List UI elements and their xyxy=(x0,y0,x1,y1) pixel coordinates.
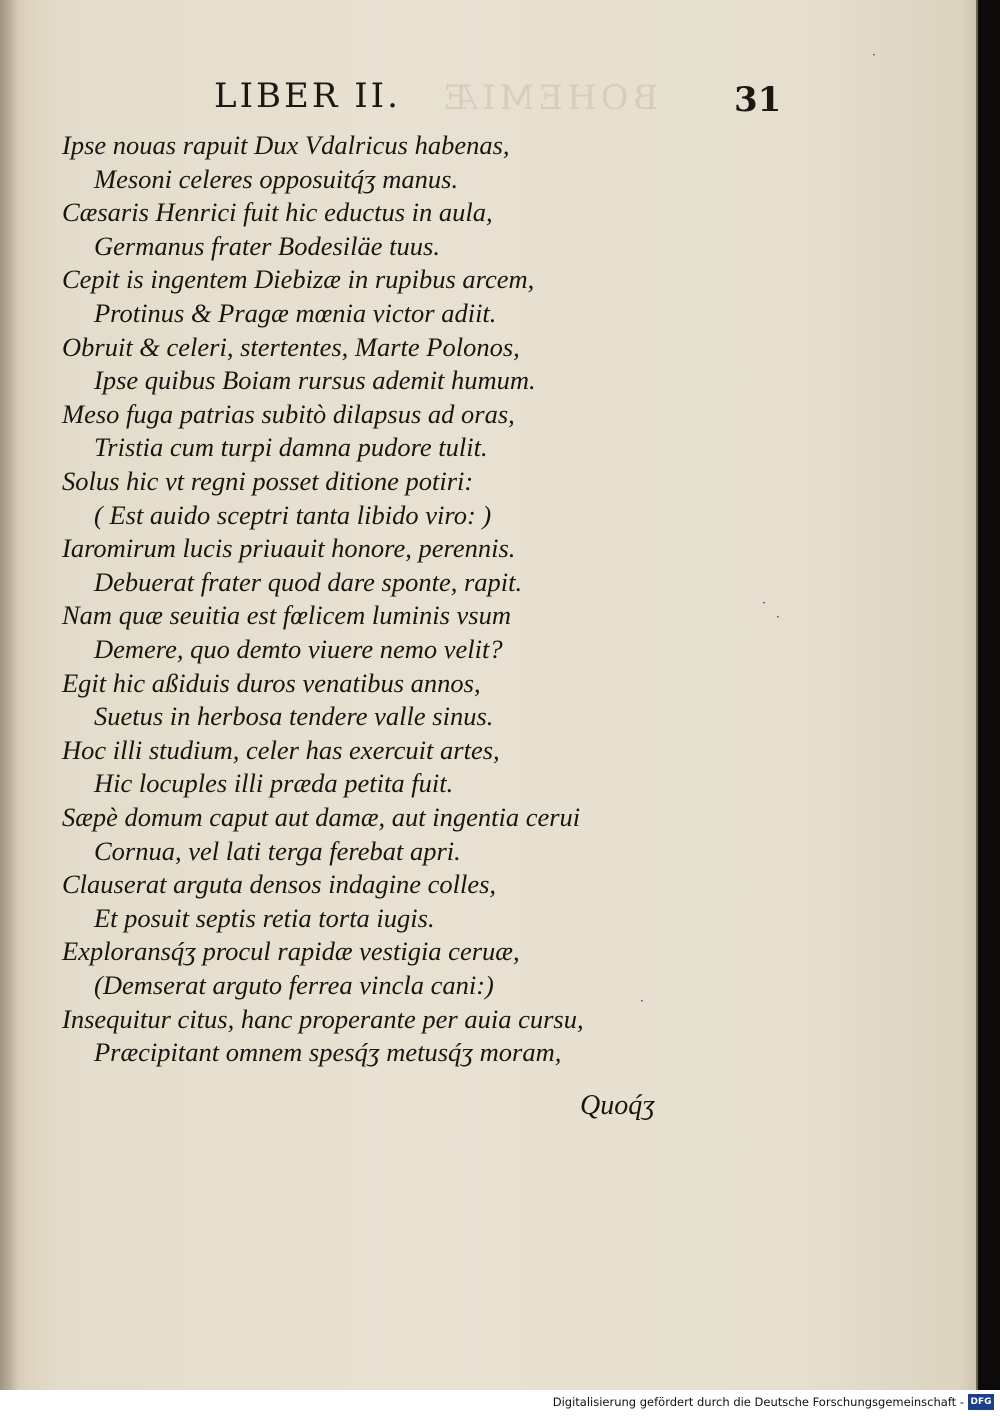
footer-bar xyxy=(0,1390,1000,1416)
pentameter-line: Et posuit septis retia torta iugis. xyxy=(94,902,435,933)
page-number: 31 xyxy=(734,80,782,120)
hexameter-line: Iaromirum lucis priuauit honore, perennis. xyxy=(62,533,516,564)
dfg-logo: DFG xyxy=(968,1394,994,1410)
pentameter-line: Tristia cum turpi damna pudore tulit. xyxy=(94,432,488,463)
pentameter-line: Cornua, vel lati terga ferebat apri. xyxy=(94,835,461,866)
ink-speck: · xyxy=(872,48,876,62)
pentameter-line: Demere, quo demto viuere nemo velit? xyxy=(94,634,503,664)
hexameter-line: Ipse nouas rapuit Dux Vdalricus habenas, xyxy=(62,130,510,160)
pentameter-line: Protinus & Pragæ mœnia victor adiit. xyxy=(94,298,497,328)
hexameter-line: Hoc illi studium, celer has exercuit artes, xyxy=(62,734,500,765)
ink-speck: · xyxy=(640,994,644,1008)
running-head: LIBER II. xyxy=(214,76,401,116)
catchword: Quoq́ʒ xyxy=(580,1090,655,1121)
hexameter-line: Solus hic vt regni posset ditione potiri: xyxy=(62,466,474,496)
hexameter-line: Clauserat arguta densos indagine colles, xyxy=(62,869,497,900)
pentameter-line: Præcipitant omnem spesq́ʒ metusq́ʒ moram, xyxy=(94,1037,562,1068)
funding-note: Digitalisierung gefördert durch die Deutsche Forschungsgemeinschaft - xyxy=(552,1395,964,1409)
show-through-text: BOHEMIÆ xyxy=(440,78,659,118)
ink-speck: · xyxy=(762,596,766,610)
pentameter-line: Mesoni celeres opposuitq́ʒ manus. xyxy=(94,163,459,194)
hexameter-line: Insequitur citus, hanc properante per auia cursu, xyxy=(62,1003,584,1034)
pentameter-line: Germanus frater Bodesiläe tuus. xyxy=(94,230,440,261)
hexameter-line: Egit hic aßiduis duros venatibus annos, xyxy=(62,667,481,698)
pentameter-line: Ipse quibus Boiam rursus ademit humum. xyxy=(94,365,536,396)
hexameter-line: Obruit & celeri, stertentes, Marte Polonos, xyxy=(62,331,520,362)
ink-speck: · xyxy=(776,610,780,624)
hexameter-line: Cepit is ingentem Diebizæ in rupibus arcem, xyxy=(62,264,535,295)
pentameter-line: Suetus in herbosa tendere valle sinus. xyxy=(94,701,494,732)
pentameter-line: (Demserat arguto ferrea vincla cani:) xyxy=(94,970,494,1000)
hexameter-line: Exploransq́ʒ procul rapidæ vestigia ceruæ, xyxy=(62,936,520,967)
hexameter-line: Nam quæ seuitia est fœlicem luminis vsum xyxy=(62,600,512,631)
hexameter-line: Sæpè domum caput aut damæ, aut ingentia cerui xyxy=(62,802,581,832)
hexameter-line: Meso fuga patrias subitò dilapsus ad oras, xyxy=(62,398,515,429)
pentameter-line: Debuerat frater quod dare sponte, rapit. xyxy=(94,566,523,597)
pentameter-line: Hic locuples illi præda petita fuit. xyxy=(94,768,454,799)
pentameter-line: ( Est auido sceptri tanta libido viro: ) xyxy=(94,499,492,530)
hexameter-line: Cæsaris Henrici fuit hic eductus in aula, xyxy=(62,197,493,228)
